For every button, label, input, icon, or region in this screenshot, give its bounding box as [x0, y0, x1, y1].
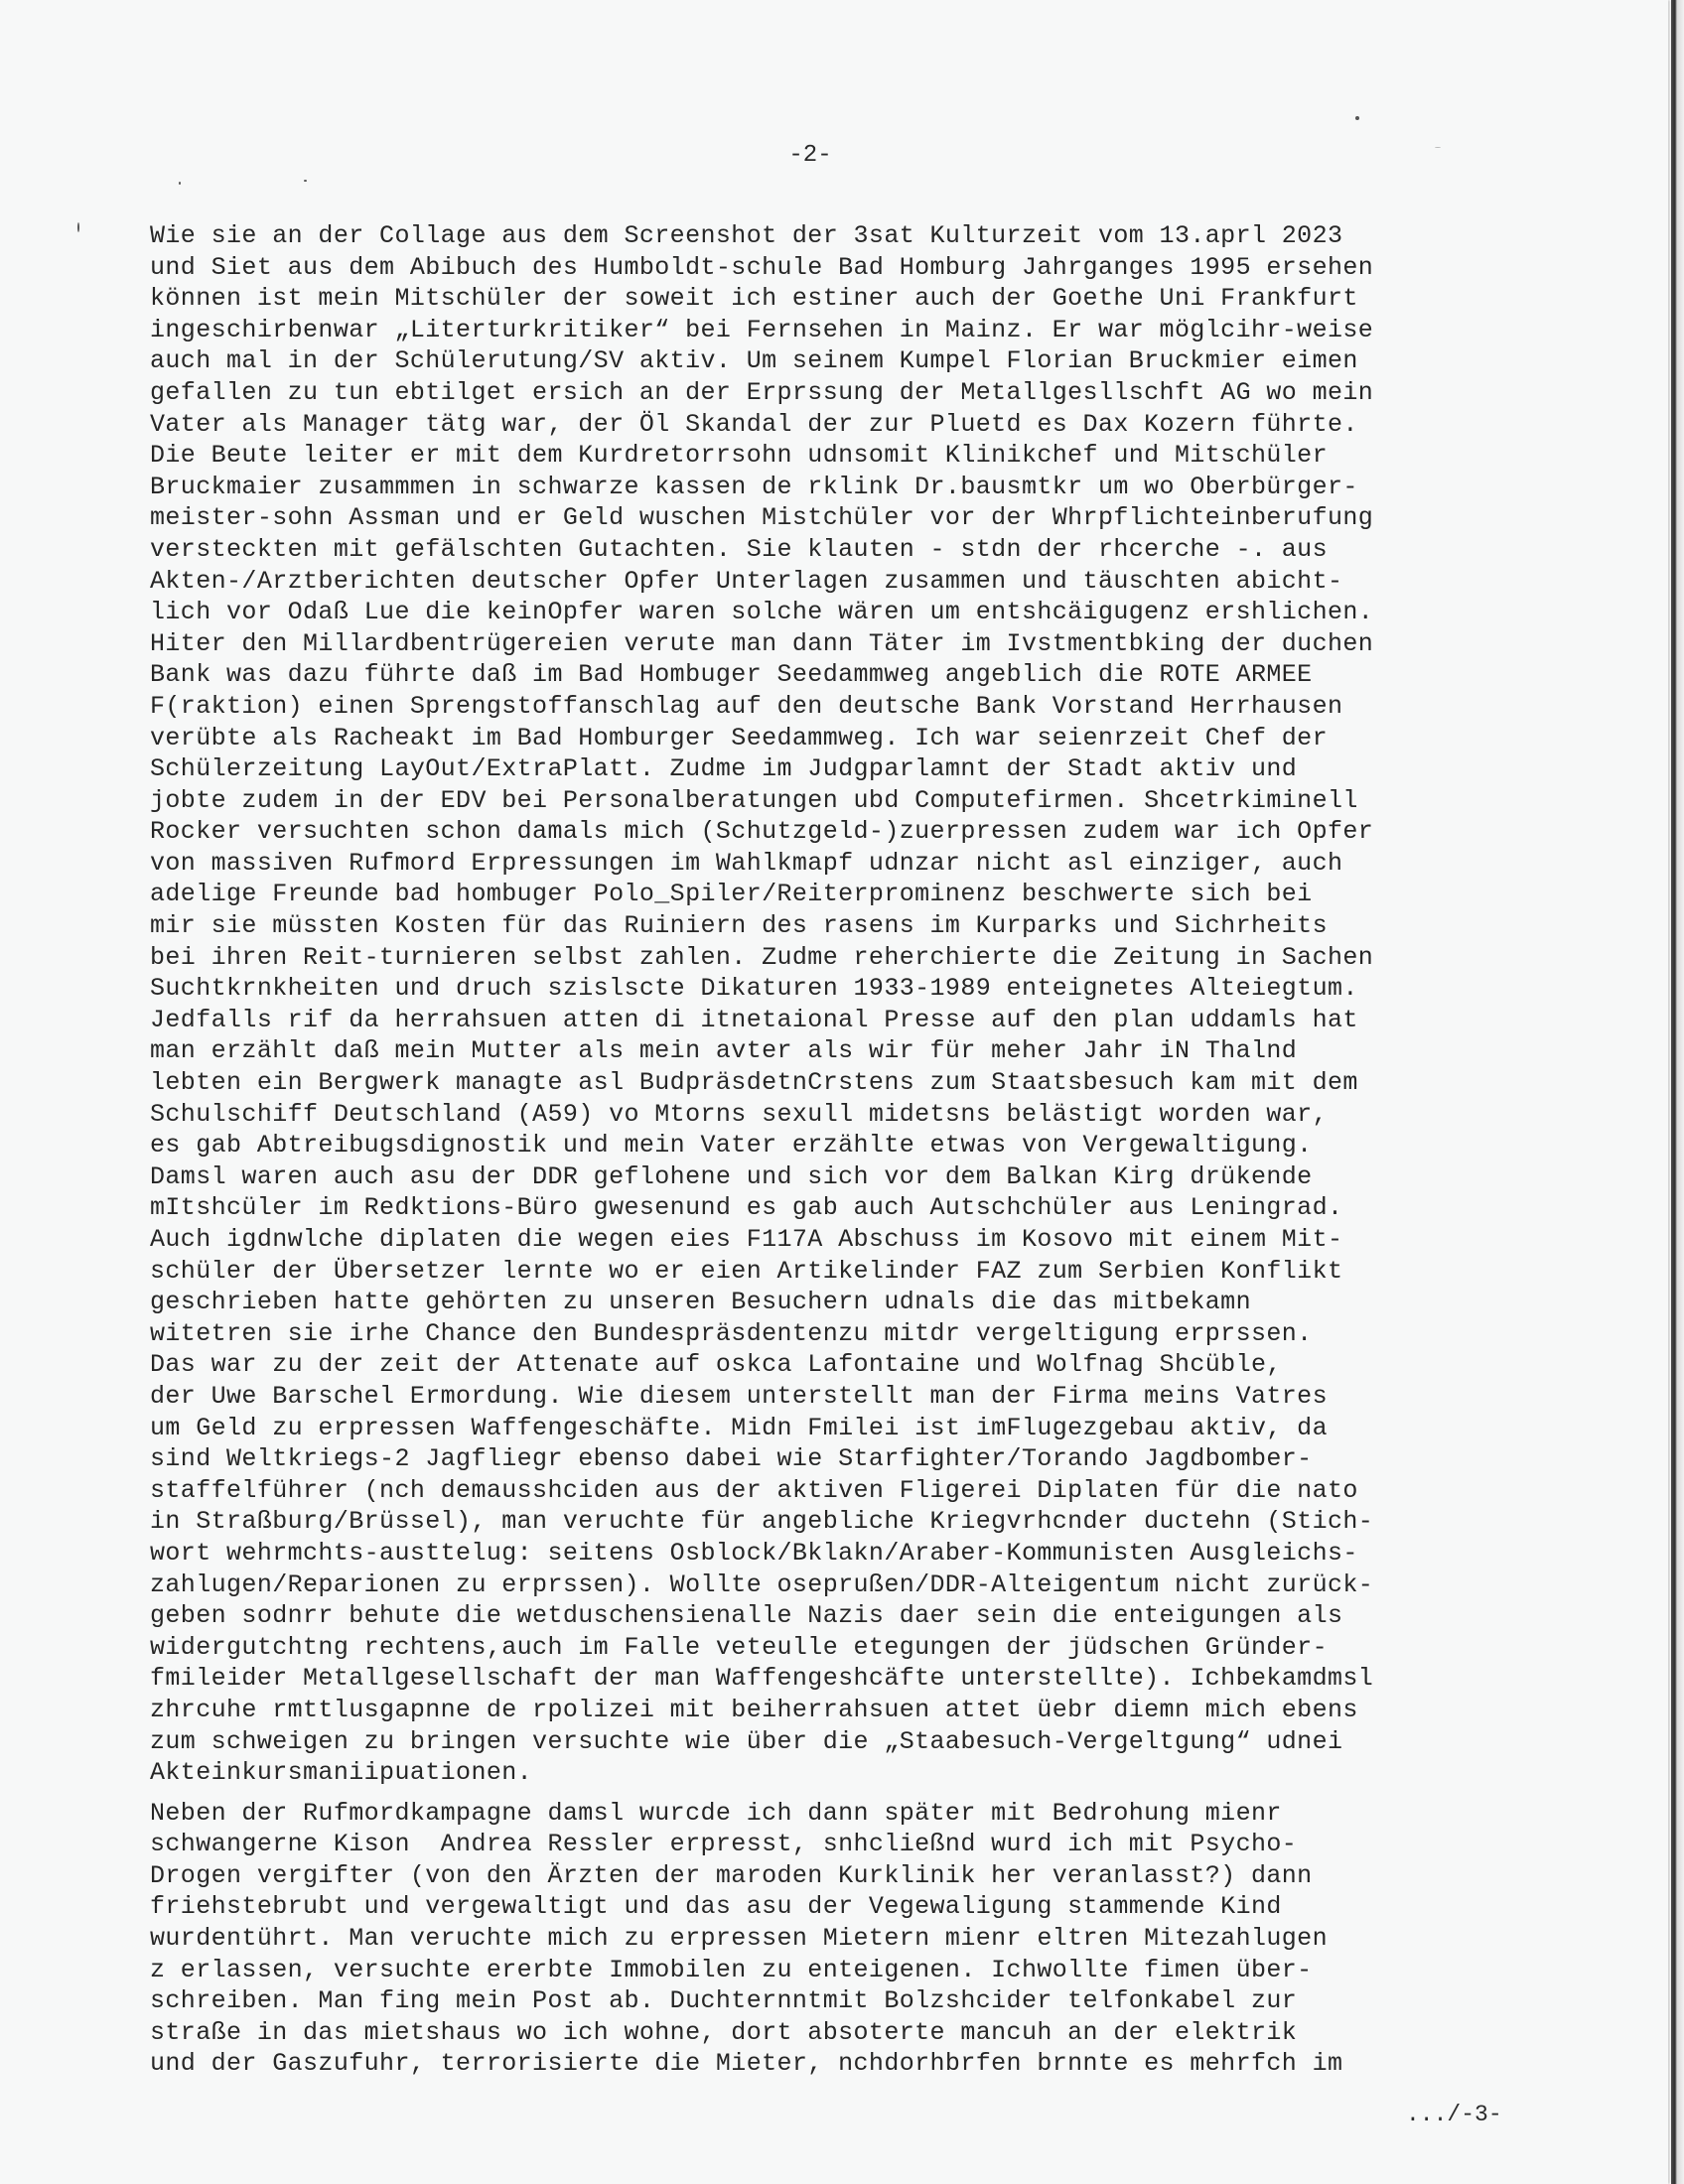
text-line: friehstebrubt und vergewaltigt und das asu der Vegewaligung stammende Kind	[150, 1892, 1282, 1922]
text-line: Akteinkursmaniipuationen.	[150, 1758, 533, 1788]
text-line: staffelführer (nch demausshciden aus der aktiven Fligerei Diplaten für die nato	[150, 1475, 1358, 1505]
text-line: geben sodnrr behute die wetduschensienalle Nazis daer sein die enteigungen als	[150, 1601, 1343, 1631]
text-line: adelige Freunde bad hombuger Polo_Spiler/Reiterprominenz beschwerte sich bei	[150, 880, 1313, 909]
text-line: können ist mein Mitschüler der soweit ich estiner auch der Goethe Uni Frankfurt	[150, 284, 1358, 314]
text-line: straße in das mietshaus wo ich wohne, dort absoterte mancuh an der elektrik	[150, 2017, 1298, 2047]
scan-speck	[77, 222, 79, 232]
text-line: zahlugen/Reparionen zu erprssen). Wollte oseprußen/DDR-Alteigentum nicht zurück-	[150, 1570, 1374, 1599]
text-line: Jedfalls rif da herrahsuen atten di itnetaional Presse auf den plan uddamls hat	[150, 1005, 1358, 1034]
text-line: widergutchtng rechtens,auch im Falle veteulle etegungen der jüdschen Gründer-	[150, 1632, 1328, 1662]
text-line: schwangerne Kison Andrea Ressler erpresst, snhcließnd wurd ich mit Psycho-	[150, 1830, 1298, 1859]
text-line: sind Weltkriegs-2 Jagfliegr ebenso dabei wie Starfighter/Torando Jagdbomber-	[150, 1444, 1313, 1474]
text-line: Die Beute leiter er mit dem Kurdretorrsohn udnsomit Klinikchef und Mitschüler	[150, 441, 1328, 471]
text-line: gefallen zu tun ebtilget ersich an der Erprssung der Metallgesllschft AG wo mein	[150, 377, 1374, 407]
text-line: in Straßburg/Brüssel), man veruchte für angebliche Kriegvrhcnder ductehn (Stich-	[150, 1507, 1374, 1537]
text-line: witetren sie irhe Chance den Bundespräsdentenzu mitdr vergeltigung erprssen.	[150, 1318, 1313, 1348]
text-line: wurdentührt. Man veruchte mich zu erpressen Mietern mienr eltren Mitezahlugen	[150, 1924, 1328, 1954]
text-line: der Uwe Barschel Ermordung. Wie diesem unterstellt man der Firma meins Vatres	[150, 1381, 1328, 1411]
text-line: man erzählt daß mein Mutter als mein avter als wir für meher Jahr iN Thalnd	[150, 1036, 1298, 1066]
letter-body	[150, 220, 1510, 2080]
paragraph	[150, 1798, 1510, 2080]
text-line: Schulschiff Deutschland (A59) vo Mtorns sexull midetsns belästigt worden war,	[150, 1099, 1328, 1129]
text-line: versteckten mit gefälschten Gutachten. Sie klauten - stdn der rhcerche -. aus	[150, 534, 1328, 564]
text-line: zhrcuhe rmttlusgapnne de rpolizei mit beiherrahsuen attet üebr diemn mich ebens	[150, 1695, 1358, 1724]
text-line: schreiben. Man fing mein Post ab. Duchternntmit Bolzshcider telfonkabel zur	[150, 1986, 1298, 2016]
scan-speck	[179, 182, 181, 185]
text-line: es gab Abtreibugsdignostik und mein Vater erzählte etwas von Vergewaltigung.	[150, 1131, 1313, 1160]
text-line: Suchtkrnkheiten und druch szislscte Dikaturen 1933-1989 enteignetes Alteiegtum.	[150, 974, 1358, 1004]
text-line: Schülerzeitung LayOut/ExtraPlatt. Zudme im Judgparlamnt der Stadt aktiv und	[150, 754, 1298, 784]
text-line: lich vor Odaß Lue die keinOpfer waren solche wären um entshcäigugenz ershlichen.	[150, 598, 1374, 627]
text-line: und der Gaszufuhr, terrorisierte die Mieter, nchdorhbrfen brnnte es mehrfch im	[150, 2049, 1343, 2079]
text-line: Wie sie an der Collage aus dem Screenshot der 3sat Kulturzeit vom 13.aprl 2023	[150, 221, 1343, 250]
text-line: Damsl waren auch asu der DDR geflohene und sich vor dem Balkan Kirg drükende	[150, 1161, 1313, 1191]
scanner-edge-shadow	[1671, 0, 1684, 2184]
text-line: Vater als Manager tätg war, der Öl Skandal der zur Pluetd es Dax Kozern führte.	[150, 409, 1358, 439]
scan-speck	[304, 180, 307, 182]
text-line: Auch igdnwlche diplaten die wegen eies F117A Abschuss im Kosovo mit einem Mit-	[150, 1225, 1343, 1254]
text-line: fmileider Metallgesellschaft der man Waffengeshcäfte unterstellte). Ichbekamdmsl	[150, 1664, 1374, 1694]
text-line: Neben der Rufmordkampagne damsl wurcde ich dann später mit Bedrohung mienr	[150, 1798, 1282, 1828]
text-line: Bruckmaier zusammmen in schwarze kassen de rklink Dr.bausmtkr um wo Oberbürger-	[150, 472, 1358, 501]
text-line: Hiter den Millardbentrügereien verute man dann Täter im Ivstmentbking der duchen	[150, 628, 1374, 658]
text-line: wort wehrmchts-austtelug: seitens Osblock/Bklakn/Araber-Kommunisten Ausgleichs-	[150, 1538, 1358, 1568]
text-line: ingeschirbenwar „Literturkritiker“ bei Fernsehen in Mainz. Er war möglcihr-weise	[150, 315, 1374, 344]
text-line: um Geld zu erpressen Waffengeschäfte. Midn Fmilei ist imFlugezgebau aktiv, da	[150, 1413, 1328, 1442]
text-line: verübte als Racheakt im Bad Homburger Seedammweg. Ich war seienrzeit Chef der	[150, 723, 1328, 752]
text-line: von massiven Rufmord Erpressungen im Wahlkmapf udnzar nicht asl einziger, auch	[150, 848, 1343, 878]
text-line: Rocker versuchten schon damals mich (Schutzgeld-)zuerpressen zudem war ich Opfer	[150, 817, 1374, 847]
text-line: auch mal in der Schülerutung/SV aktiv. Um seinem Kumpel Florian Bruckmier eimen	[150, 346, 1358, 376]
text-line: geschrieben hatte gehörten zu unseren Besuchern udnals die das mitbekamn	[150, 1288, 1251, 1317]
text-line: meister-sohn Assman und er Geld wuschen Mistchüler vor der Whrpflichteinberufung	[150, 503, 1374, 533]
text-line: mir sie müssten Kosten für das Ruiniern des rasens im Kurparks und Sichrheits	[150, 911, 1328, 941]
text-line: jobte zudem in der EDV bei Personalberatungen ubd Computefirmen. Shcetrkiminell	[150, 785, 1358, 815]
text-line: lebten ein Bergwerk managte asl BudpräsdetnCrstens zum Staatsbesuch kam mit dem	[150, 1068, 1358, 1098]
text-line: zum schweigen zu bringen versuchte wie über die „Staabesuch-Vergeltgung“ udnei	[150, 1726, 1343, 1756]
text-line: bei ihren Reit-turnieren selbst zahlen. Zudme reherchierte die Zeitung in Sachen	[150, 942, 1374, 972]
text-line: mItshcüler im Redktions-Büro gwesenund es gab auch Autschchüler aus Leningrad.	[150, 1193, 1343, 1223]
text-line: Drogen vergifter (von den Ärzten der maroden Kurklinik her veranlasst?) dann	[150, 1860, 1313, 1890]
text-line: z erlassen, versuchte ererbte Immobilen zu enteigenen. Ichwollte fimen über-	[150, 1955, 1313, 1984]
text-line: schüler der Übersetzer lernte wo er eien Artikelinder FAZ zum Serbien Konflikt	[150, 1256, 1343, 1286]
scan-speck	[1355, 116, 1359, 120]
paragraph	[150, 220, 1510, 1789]
text-line: und Siet aus dem Abibuch des Humboldt-schule Bad Homburg Jahrganges 1995 ersehen	[150, 252, 1374, 282]
text-line: Bank was dazu führte daß im Bad Hombuger Seedammweg angeblich die ROTE ARMEE	[150, 660, 1313, 690]
text-line: F(raktion) einen Sprengstoffanschlag auf den deutsche Bank Vorstand Herrhausen	[150, 691, 1343, 721]
continuation-marker: .../-3-	[1406, 2102, 1502, 2127]
text-line: Das war zu der zeit der Attenate auf oskca Lafontaine und Wolfnag Shcüble,	[150, 1350, 1282, 1380]
page-number: -2-	[788, 142, 832, 169]
text-line: Akten-/Arztberichten deutscher Opfer Unterlagen zusammen und täuschten abicht-	[150, 566, 1343, 596]
